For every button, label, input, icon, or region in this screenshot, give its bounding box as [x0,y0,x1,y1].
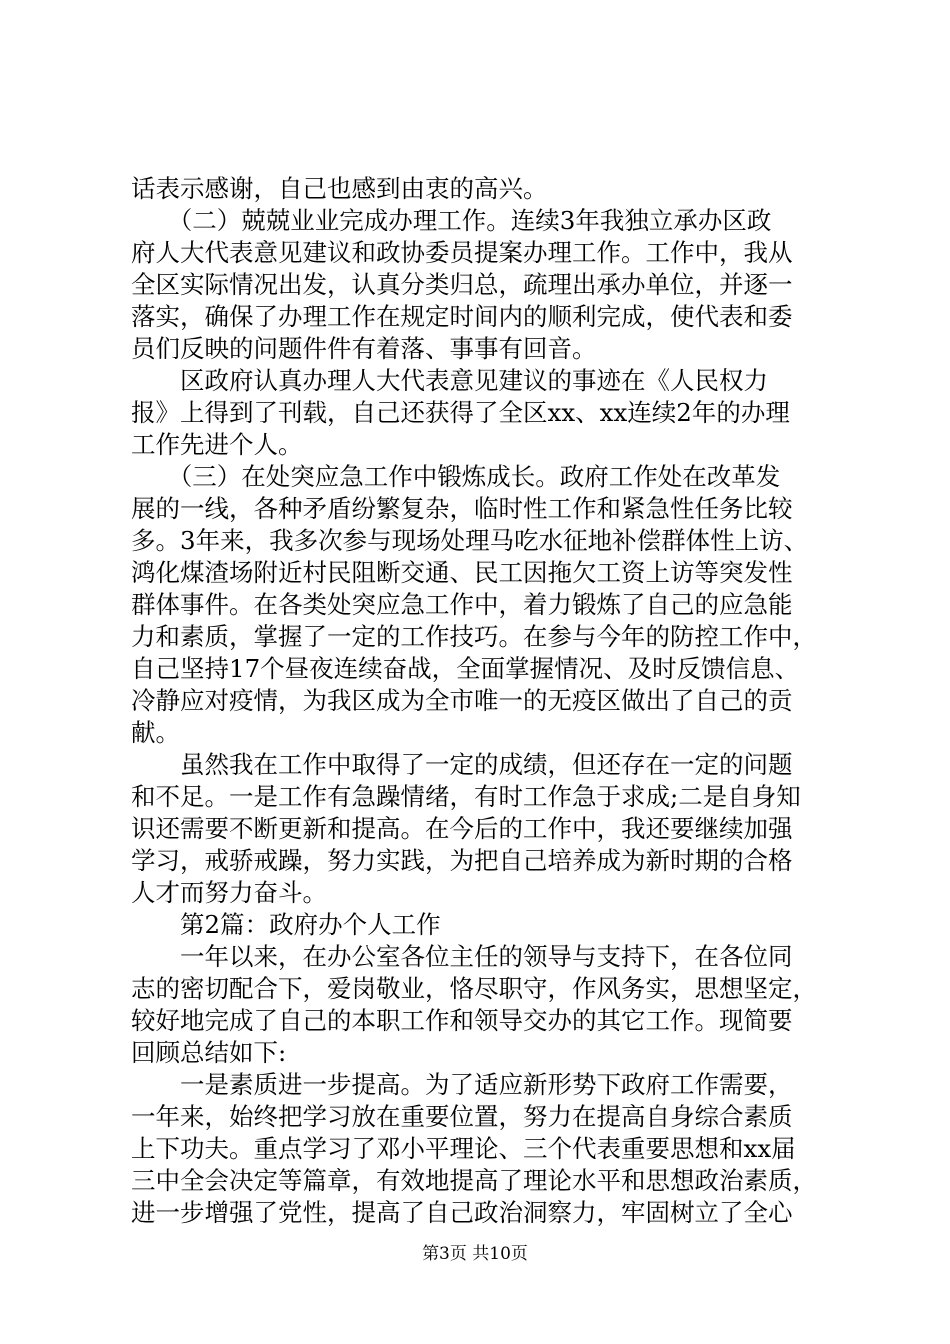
body-text-line: 落实，确保了办理工作在规定时间内的顺利完成，使代表和委 [131,302,793,331]
body-text-line: 全区实际情况出发，认真分类归总，疏理出承办单位，并逐一 [131,270,793,299]
body-text-line: 一年以来，在办公室各位主任的领导与支持下，在各位同 [131,942,793,971]
body-text-line: 区政府认真办理人大代表意见建议的事迹在《人民权力 [131,366,768,395]
body-text-line: 话表示感谢，自己也感到由衷的高兴。 [131,174,548,203]
body-text-line: 员们反映的问题件件有着落、事事有回音。 [131,334,597,363]
body-text-line: 志的密切配合下，爱岗敬业，恪尽职守，作风务实，思想坚定， [131,974,817,1003]
body-text-line: 工作先进个人。 [131,430,303,459]
body-text-line: 一是素质进一步提高。为了适应新形势下政府工作需要， [131,1070,793,1099]
body-text-line: 三中全会决定等篇章，有效地提高了理论水平和思想政治素质， [131,1166,817,1195]
body-text-line: 冷静应对疫情，为我区成为全市唯一的无疫区做出了自己的贡 [131,686,793,715]
body-text-line: 报》上得到了刊载，自己还获得了全区xx、xx连续2年的办理 [131,398,790,427]
body-text-line: 群体事件。在各类处突应急工作中，着力锻炼了自己的应急能 [131,590,793,619]
body-text-line: 学习，戒骄戒躁，努力实践，为把自己培养成为新时期的合格 [131,846,793,875]
body-text-line: 进一步增强了党性，提高了自己政治洞察力，牢固树立了全心 [131,1198,793,1227]
body-text-line: 虽然我在工作中取得了一定的成绩，但还存在一定的问题 [131,750,793,779]
body-text-line: 回顾总结如下: [131,1038,287,1067]
section-heading: 第2篇：政府办个人工作 [131,910,441,939]
body-text-line: 上下功夫。重点学习了邓小平理论、三个代表重要思想和xx届 [131,1134,796,1163]
body-text-line: 展的一线，各种矛盾纷繁复杂，临时性工作和紧急性任务比较 [131,494,793,523]
body-text-line: （三）在处突应急工作中锻炼成长。政府工作处在改革发 [131,462,781,491]
body-text-line: 识还需要不断更新和提高。在今后的工作中，我还要继续加强 [131,814,793,843]
body-text-line: 多。3年来，我多次参与现场处理马吃水征地补偿群体性上访、 [131,526,809,555]
body-text-line: 自己坚持17个昼夜连续奋战，全面掌握情况、及时反馈信息、 [131,654,800,683]
body-text-line: 鸿化煤渣场附近村民阻断交通、民工因拖欠工资上访等突发性 [131,558,793,587]
body-text-line: 和不足。一是工作有急躁情绪，有时工作急于求成;二是自身知 [131,782,801,811]
body-text-line: 一年来，始终把学习放在重要位置，努力在提高自身综合素质 [131,1102,793,1131]
body-text-line: （二）兢兢业业完成办理工作。连续3年我独立承办区政 [131,206,772,235]
body-text-line: 较好地完成了自己的本职工作和领导交办的其它工作。现简要 [131,1006,793,1035]
page-number-footer: 第3页 共10页 [422,1244,528,1264]
body-text-line: 力和素质，掌握了一定的工作技巧。在参与今年的防控工作中， [131,622,817,651]
body-text-line: 人才而努力奋斗。 [131,878,327,907]
body-text-line: 献。 [131,718,180,747]
body-text-line: 府人大代表意见建议和政协委员提案办理工作。工作中，我从 [131,238,793,267]
